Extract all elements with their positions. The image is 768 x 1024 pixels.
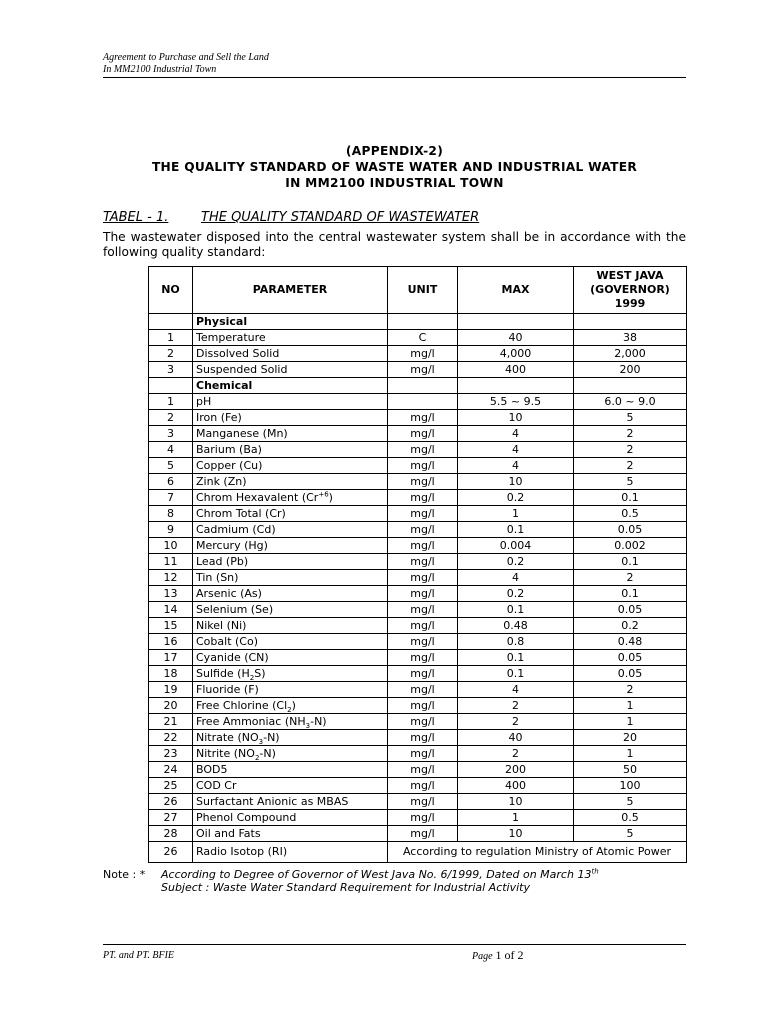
row-west-java: 6.0 ~ 9.0 xyxy=(574,394,687,410)
parameter-suffix: -N) xyxy=(259,747,276,760)
table-row xyxy=(149,778,687,794)
row-max: 0.1 xyxy=(458,522,574,538)
row-max: 1 xyxy=(458,810,574,826)
row-max: 0.004 xyxy=(458,538,574,554)
table-row xyxy=(149,474,687,490)
parameter-name: Cadmium (Cd) xyxy=(196,523,276,536)
intro-paragraph: The wastewater disposed into the central wastewater system shall be in accordance with the following quality standard: xyxy=(103,230,686,259)
row-parameter xyxy=(193,634,388,650)
table-row xyxy=(149,586,687,602)
row-west-java: 0.5 xyxy=(574,810,687,826)
row-parameter xyxy=(193,762,388,778)
row-unit: mg/l xyxy=(388,714,458,730)
table-row xyxy=(149,650,687,666)
table-row xyxy=(149,506,687,522)
table-body xyxy=(149,314,687,863)
row-parameter xyxy=(193,698,388,714)
row-west-java: 5 xyxy=(574,474,687,490)
group-no-cell xyxy=(149,314,193,330)
row-unit: mg/l xyxy=(388,538,458,554)
row-west-java: 20 xyxy=(574,730,687,746)
row-unit: mg/l xyxy=(388,346,458,362)
row-max: 40 xyxy=(458,330,574,346)
group-physical-row xyxy=(149,314,687,330)
header-line-1: Agreement to Purchase and Sell the Land xyxy=(103,52,269,63)
parameter-name: Lead (Pb) xyxy=(196,555,249,568)
row-west-java: 2,000 xyxy=(574,346,687,362)
row-no: 19 xyxy=(149,682,193,698)
parameter-name: Free Chlorine (Cl xyxy=(196,699,288,712)
row-unit: mg/l xyxy=(388,826,458,842)
group-physical-label: Physical xyxy=(193,314,388,330)
row-parameter xyxy=(193,490,388,506)
parameter-name: pH xyxy=(196,395,212,408)
row-parameter xyxy=(193,794,388,810)
row-parameter xyxy=(193,346,388,362)
row-unit: mg/l xyxy=(388,634,458,650)
table-row xyxy=(149,618,687,634)
table-row xyxy=(149,458,687,474)
row-no: 12 xyxy=(149,570,193,586)
row-west-java: 0.05 xyxy=(574,602,687,618)
note-line-1: According to Degree of Governor of West Java No. 6/1999, Dated on March 13th xyxy=(161,867,599,881)
parameter-name: Dissolved Solid xyxy=(196,347,280,360)
page-number: Page 1 of 2 xyxy=(472,948,524,962)
row-no: 2 xyxy=(149,346,193,362)
parameter-name: Free Ammoniac (NH xyxy=(196,715,306,728)
row-parameter xyxy=(193,474,388,490)
row-max: 2 xyxy=(458,714,574,730)
table-row xyxy=(149,570,687,586)
row-max: 5.5 ~ 9.5 xyxy=(458,394,574,410)
section-title: THE QUALITY STANDARD OF WASTEWATER xyxy=(201,210,480,225)
row-unit: C xyxy=(388,330,458,346)
row-no: 25 xyxy=(149,778,193,794)
row-no: 9 xyxy=(149,522,193,538)
row-no: 2 xyxy=(149,410,193,426)
row-west-java: 1 xyxy=(574,746,687,762)
row-max: 4 xyxy=(458,458,574,474)
row-max: 400 xyxy=(458,362,574,378)
row-parameter xyxy=(193,618,388,634)
row-no: 1 xyxy=(149,394,193,410)
row-west-java: 5 xyxy=(574,794,687,810)
group-max-cell xyxy=(458,378,574,394)
row-no: 11 xyxy=(149,554,193,570)
row-west-java: 0.05 xyxy=(574,650,687,666)
parameter-suffix: ) xyxy=(328,491,333,504)
row-no: 24 xyxy=(149,762,193,778)
row-max: 10 xyxy=(458,410,574,426)
row-unit: mg/l xyxy=(388,778,458,794)
table-row xyxy=(149,554,687,570)
row-unit xyxy=(388,394,458,410)
row-unit: mg/l xyxy=(388,618,458,634)
parameter-name: Mercury (Hg) xyxy=(196,539,268,552)
row-west-java: 5 xyxy=(574,826,687,842)
parameter-subscript: 3 xyxy=(258,738,264,746)
header-west-java-line-3: 1999 xyxy=(614,297,646,310)
parameter-name: Surfactant Anionic as MBAS xyxy=(196,795,349,808)
row-no: 23 xyxy=(149,746,193,762)
title-line-2: THE QUALITY STANDARD OF WASTE WATER AND INDUSTRIAL WATER xyxy=(151,160,638,174)
row-max: 4 xyxy=(458,426,574,442)
title-line-1: (APPENDIX-2) xyxy=(345,144,444,158)
parameter-name: Iron (Fe) xyxy=(196,411,242,424)
parameter-name: BOD5 xyxy=(196,763,228,776)
row-parameter xyxy=(193,506,388,522)
parameter-name: Nikel (Ni) xyxy=(196,619,247,632)
row-west-java: 2 xyxy=(574,570,687,586)
row-parameter xyxy=(193,442,388,458)
row-parameter xyxy=(193,730,388,746)
parameter-subscript: 3 xyxy=(305,722,311,730)
row-unit: mg/l xyxy=(388,746,458,762)
parameter-suffix: -N) xyxy=(310,715,327,728)
row-max: 0.1 xyxy=(458,666,574,682)
title-line-3: IN MM2100 INDUSTRIAL TOWN xyxy=(285,176,504,190)
row-max: 4 xyxy=(458,442,574,458)
row-no: 26 xyxy=(149,842,193,863)
parameter-name: Chrom Hexavalent (Cr xyxy=(196,491,319,504)
group-unit-cell xyxy=(388,314,458,330)
group-wj-cell xyxy=(574,378,687,394)
parameter-name: Cyanide (CN) xyxy=(196,651,269,664)
note-body xyxy=(161,868,631,894)
row-parameter xyxy=(193,826,388,842)
row-parameter xyxy=(193,538,388,554)
table-row xyxy=(149,490,687,506)
row-unit: mg/l xyxy=(388,506,458,522)
table-row xyxy=(149,666,687,682)
parameter-name: Tin (Sn) xyxy=(196,571,239,584)
table-row xyxy=(149,634,687,650)
table-row xyxy=(149,394,687,410)
group-wj-cell xyxy=(574,314,687,330)
row-no: 5 xyxy=(149,458,193,474)
section-heading xyxy=(103,210,480,225)
row-unit: mg/l xyxy=(388,426,458,442)
table-row xyxy=(149,538,687,554)
table-row xyxy=(149,346,687,362)
table-row xyxy=(149,714,687,730)
parameter-name: Sulfide (H xyxy=(196,667,250,680)
row-parameter xyxy=(193,746,388,762)
row-west-java: 2 xyxy=(574,442,687,458)
header-unit: UNIT xyxy=(388,267,458,314)
row-max: 2 xyxy=(458,698,574,714)
row-west-java: 0.002 xyxy=(574,538,687,554)
row-max: 4 xyxy=(458,682,574,698)
row-no: 21 xyxy=(149,714,193,730)
group-unit-cell xyxy=(388,378,458,394)
row-no: 3 xyxy=(149,426,193,442)
row-no: 13 xyxy=(149,586,193,602)
row-west-java: 0.1 xyxy=(574,554,687,570)
row-parameter xyxy=(193,362,388,378)
row-no: 16 xyxy=(149,634,193,650)
table-row xyxy=(149,730,687,746)
parameter-name: COD Cr xyxy=(196,779,237,792)
row-unit: mg/l xyxy=(388,666,458,682)
parameter-name: Barium (Ba) xyxy=(196,443,262,456)
header-west-java xyxy=(574,267,687,314)
table-row xyxy=(149,602,687,618)
table-row xyxy=(149,522,687,538)
row-no: 1 xyxy=(149,330,193,346)
row-west-java: 0.5 xyxy=(574,506,687,522)
row-unit: mg/l xyxy=(388,762,458,778)
row-max: 1 xyxy=(458,506,574,522)
group-max-cell xyxy=(458,314,574,330)
row-max: 400 xyxy=(458,778,574,794)
row-parameter xyxy=(193,410,388,426)
parameter-name: Zink (Zn) xyxy=(196,475,247,488)
row-unit: mg/l xyxy=(388,522,458,538)
row-max: 0.1 xyxy=(458,602,574,618)
parameter-name: Nitrite (NO xyxy=(196,747,255,760)
footer-rule xyxy=(103,944,686,945)
header-rule xyxy=(103,77,686,78)
table-row xyxy=(149,794,687,810)
row-west-java: 2 xyxy=(574,682,687,698)
parameter-name: Fluoride (F) xyxy=(196,683,259,696)
parameter-name: Oil and Fats xyxy=(196,827,261,840)
row-west-java: 1 xyxy=(574,698,687,714)
group-chemical-row xyxy=(149,378,687,394)
row-unit: mg/l xyxy=(388,810,458,826)
row-west-java: 5 xyxy=(574,410,687,426)
note-line-2: Subject : Waste Water Standard Requirement for Industrial Activity xyxy=(161,881,531,894)
row-unit: mg/l xyxy=(388,490,458,506)
parameter-suffix: -N) xyxy=(263,731,280,744)
header-max: MAX xyxy=(458,267,574,314)
table-row xyxy=(149,746,687,762)
parameter-name: Arsenic (As) xyxy=(196,587,262,600)
row-max: 10 xyxy=(458,794,574,810)
header-no: NO xyxy=(149,267,193,314)
row-west-java: 2 xyxy=(574,426,687,442)
row-no: 18 xyxy=(149,666,193,682)
header-line-2: In MM2100 Industrial Town xyxy=(103,64,217,75)
table-row xyxy=(149,762,687,778)
note-label: Note : * xyxy=(103,868,146,881)
table-row xyxy=(149,442,687,458)
row-unit: mg/l xyxy=(388,362,458,378)
row-unit: mg/l xyxy=(388,794,458,810)
row-merged-note: According to regulation Ministry of Atomic Power xyxy=(388,842,687,863)
table-row xyxy=(149,426,687,442)
footer-company: PT. and PT. BFIE xyxy=(103,950,175,961)
row-parameter xyxy=(193,394,388,410)
row-parameter xyxy=(193,682,388,698)
header-parameter: PARAMETER xyxy=(193,267,388,314)
row-parameter xyxy=(193,522,388,538)
table-row xyxy=(149,810,687,826)
document-title xyxy=(103,143,686,191)
row-west-java: 50 xyxy=(574,762,687,778)
row-no: 7 xyxy=(149,490,193,506)
row-unit: mg/l xyxy=(388,458,458,474)
table-row xyxy=(149,826,687,842)
row-max: 0.2 xyxy=(458,490,574,506)
row-parameter xyxy=(193,650,388,666)
parameter-subscript: 2 xyxy=(249,674,255,682)
section-label: TABEL - 1. xyxy=(103,210,169,225)
row-no: 10 xyxy=(149,538,193,554)
row-no: 8 xyxy=(149,506,193,522)
row-unit: mg/l xyxy=(388,682,458,698)
row-no: 3 xyxy=(149,362,193,378)
row-parameter xyxy=(193,554,388,570)
parameter-subscript: 2 xyxy=(254,754,260,762)
row-parameter xyxy=(193,458,388,474)
parameter-name: Suspended Solid xyxy=(196,363,288,376)
row-max: 4 xyxy=(458,570,574,586)
row-max: 2 xyxy=(458,746,574,762)
row-parameter xyxy=(193,810,388,826)
row-west-java: 0.1 xyxy=(574,490,687,506)
row-unit: mg/l xyxy=(388,650,458,666)
row-parameter xyxy=(193,586,388,602)
row-unit: mg/l xyxy=(388,698,458,714)
row-west-java: 200 xyxy=(574,362,687,378)
row-parameter xyxy=(193,426,388,442)
parameter-superscript: +6 xyxy=(318,490,329,499)
parameter-name: Temperature xyxy=(196,331,266,344)
row-west-java: 0.05 xyxy=(574,666,687,682)
header-west-java-line-2: (GOVERNOR) xyxy=(590,283,670,296)
row-west-java: 38 xyxy=(574,330,687,346)
row-unit: mg/l xyxy=(388,602,458,618)
row-no: 14 xyxy=(149,602,193,618)
row-max: 0.8 xyxy=(458,634,574,650)
row-unit: mg/l xyxy=(388,554,458,570)
row-max: 0.1 xyxy=(458,650,574,666)
parameter-subscript: 2 xyxy=(287,706,292,714)
row-parameter xyxy=(193,570,388,586)
row-unit: mg/l xyxy=(388,474,458,490)
row-max: 40 xyxy=(458,730,574,746)
row-no: 15 xyxy=(149,618,193,634)
parameter-suffix: S) xyxy=(254,667,266,680)
row-parameter xyxy=(193,778,388,794)
row-unit: mg/l xyxy=(388,410,458,426)
parameter-name: Manganese (Mn) xyxy=(196,427,288,440)
row-no: 22 xyxy=(149,730,193,746)
row-west-java: 0.05 xyxy=(574,522,687,538)
table-header-row xyxy=(149,267,687,314)
row-west-java: 2 xyxy=(574,458,687,474)
parameter-name: Nitrate (NO xyxy=(196,731,259,744)
parameter-name: Phenol Compound xyxy=(196,811,297,824)
row-unit: mg/l xyxy=(388,570,458,586)
row-no: 27 xyxy=(149,810,193,826)
row-no: 28 xyxy=(149,826,193,842)
row-unit: mg/l xyxy=(388,586,458,602)
row-unit: mg/l xyxy=(388,730,458,746)
row-west-java: 0.2 xyxy=(574,618,687,634)
row-no: 6 xyxy=(149,474,193,490)
row-no: 20 xyxy=(149,698,193,714)
row-max: 4,000 xyxy=(458,346,574,362)
row-no: 26 xyxy=(149,794,193,810)
row-max: 10 xyxy=(458,826,574,842)
parameter-name: Chrom Total (Cr) xyxy=(196,507,286,520)
row-max: 200 xyxy=(458,762,574,778)
row-west-java: 0.1 xyxy=(574,586,687,602)
row-parameter: Radio Isotop (RI) xyxy=(193,842,388,863)
row-west-java: 1 xyxy=(574,714,687,730)
row-max: 0.2 xyxy=(458,586,574,602)
row-parameter xyxy=(193,666,388,682)
table-row xyxy=(149,362,687,378)
parameter-name: Selenium (Se) xyxy=(196,603,274,616)
row-parameter xyxy=(193,602,388,618)
running-header xyxy=(103,52,269,76)
table-row xyxy=(149,682,687,698)
parameter-name: Copper (Cu) xyxy=(196,459,263,472)
row-west-java: 100 xyxy=(574,778,687,794)
row-max: 10 xyxy=(458,474,574,490)
row-parameter xyxy=(193,330,388,346)
row-max: 0.2 xyxy=(458,554,574,570)
row-max: 0.48 xyxy=(458,618,574,634)
parameter-suffix: ) xyxy=(291,699,296,712)
row-unit: mg/l xyxy=(388,442,458,458)
row-west-java: 0.48 xyxy=(574,634,687,650)
table-row xyxy=(149,698,687,714)
table-row-radio-isotop xyxy=(149,842,687,863)
group-chemical-label: Chemical xyxy=(193,378,388,394)
quality-standard-table xyxy=(148,266,687,863)
table-row xyxy=(149,330,687,346)
row-no: 4 xyxy=(149,442,193,458)
parameter-name: Cobalt (Co) xyxy=(196,635,258,648)
row-parameter xyxy=(193,714,388,730)
header-west-java-line-1: WEST JAVA xyxy=(596,269,664,282)
row-no: 17 xyxy=(149,650,193,666)
group-no-cell xyxy=(149,378,193,394)
table-row xyxy=(149,410,687,426)
